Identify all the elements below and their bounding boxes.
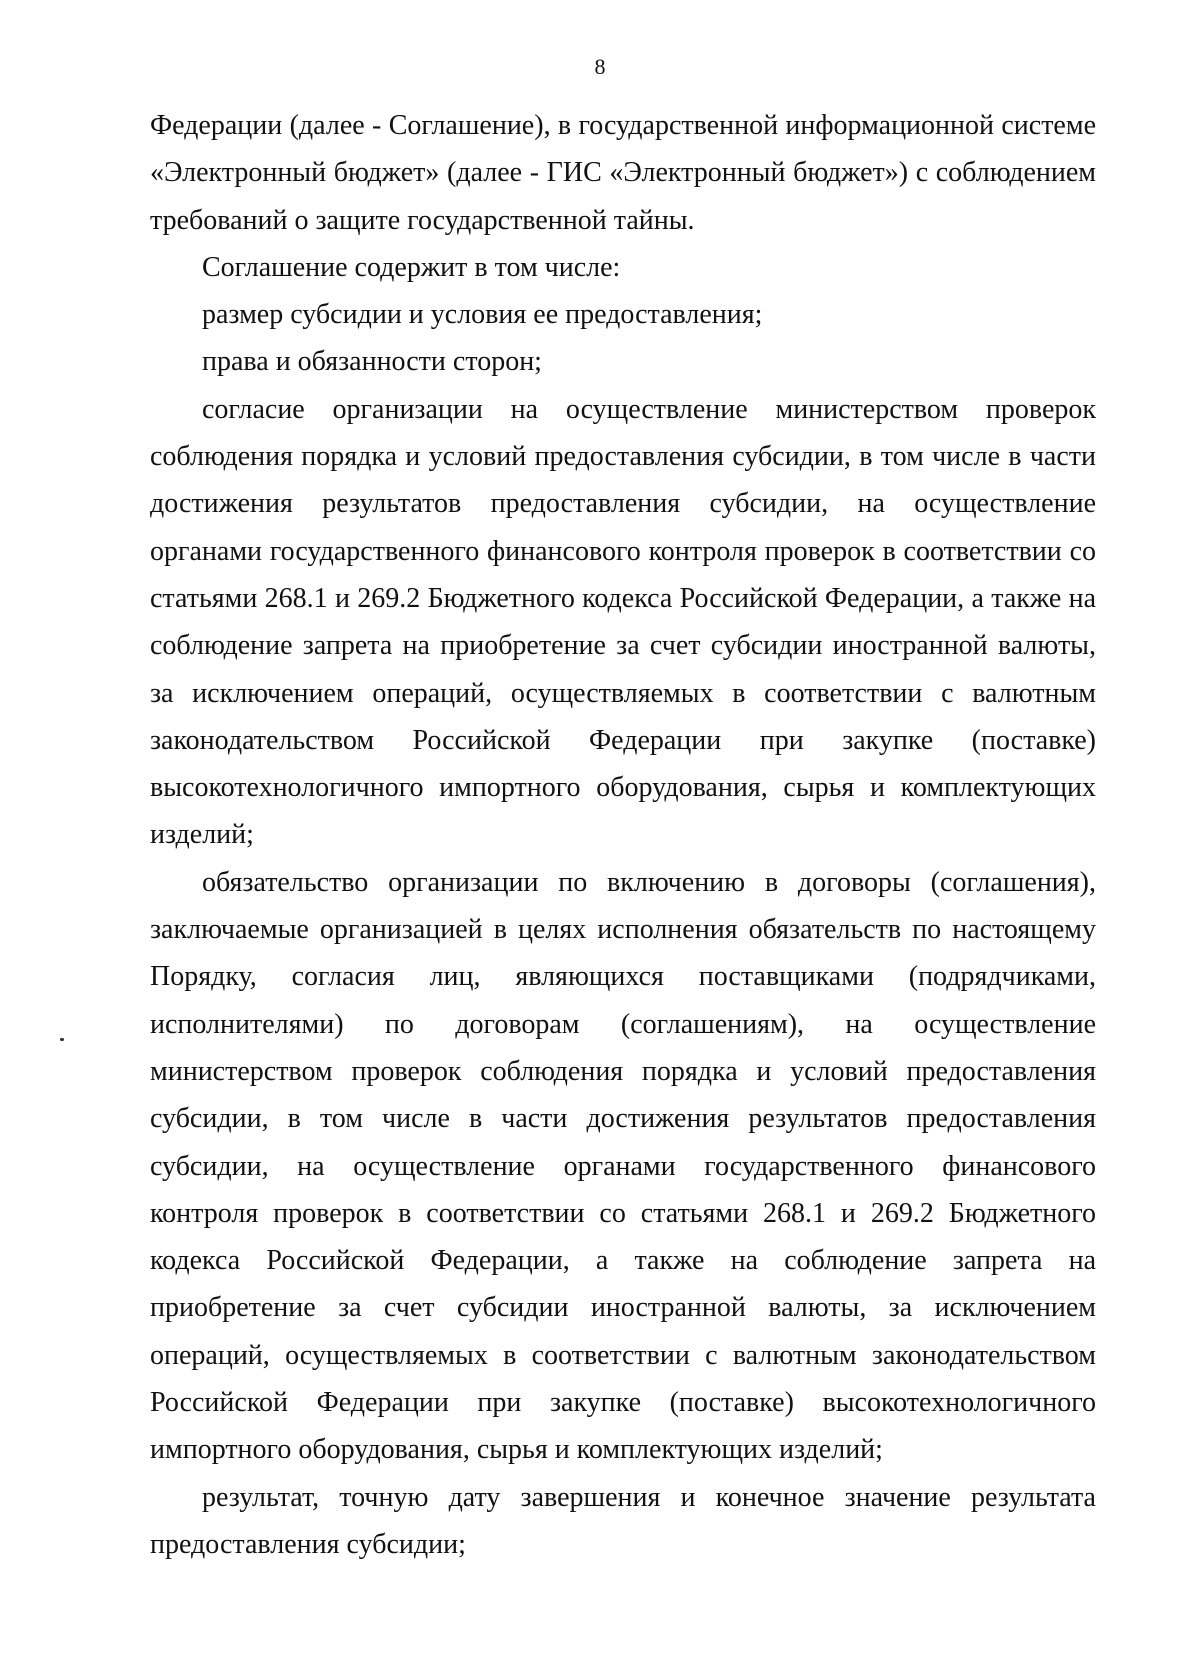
document-body bbox=[150, 102, 1096, 1568]
paragraph-organization-consent: согласие организации на осуществление министерством проверок соблюдения порядка и условий предоставления субсидии, в том числе в части достижения результатов предоставления субсидии, на осуществление органами государственного финансового контроля проверок в соответствии со статьями 268.1 и 269.2 Бюджетного кодекса Российской Федерации, а также на соблюдение запрета на приобретение за счет субсидии иностранной валюты, за исключением операций, осуществляемых в соответствии с валютным законодательством Российской Федерации при закупке (поставке) высокотехнологичного импортного оборудования, сырья и комплектующих изделий; bbox=[150, 393, 1096, 851]
paragraph-subsidy-result: результат, точную дату завершения и конечное значение результата предоставления субсидии; bbox=[150, 1481, 1096, 1560]
paragraph-subsidy-size: размер субсидии и условия ее предоставления; bbox=[202, 299, 763, 331]
page-number: 8 bbox=[594, 54, 606, 79]
paragraph-organization-obligation: обязательство организации по включению в договоры (соглашения), заключаемые организацией в целях исполнения обязательств по настоящему Порядку, согласия лиц, являющихся поставщиками (подрядчиками, исполнителями) по договорам (соглашениям), на осуществление министерством проверок соблюдения порядка и условий предоставления субсидии, в том числе в части достижения результатов предоставления субсидии, на осуществление органами государственного финансового контроля проверок в соответствии со статьями 268.1 и 269.2 Бюджетного кодекса Российской Федерации, а также на соблюдение запрета на приобретение за счет субсидии иностранной валюты, за исключением операций, осуществляемых в соответствии с валютным законодательством Российской Федерации при закупке (поставке) высокотехнологичного импортного оборудования, сырья и комплектующих изделий; bbox=[150, 866, 1096, 1466]
paragraph-rights-duties: права и обязанности сторон; bbox=[202, 346, 542, 378]
paragraph-agreement-intro: Федерации (далее - Соглашение), в государственной информационной системе «Электронный бюджет» (далее - ГИС «Электронный бюджет») с соблюдением требований о защите государственной тайны. bbox=[150, 110, 1096, 236]
paragraph-agreement-contents: Соглашение содержит в том числе: bbox=[202, 251, 621, 283]
scan-speck bbox=[60, 1038, 64, 1041]
